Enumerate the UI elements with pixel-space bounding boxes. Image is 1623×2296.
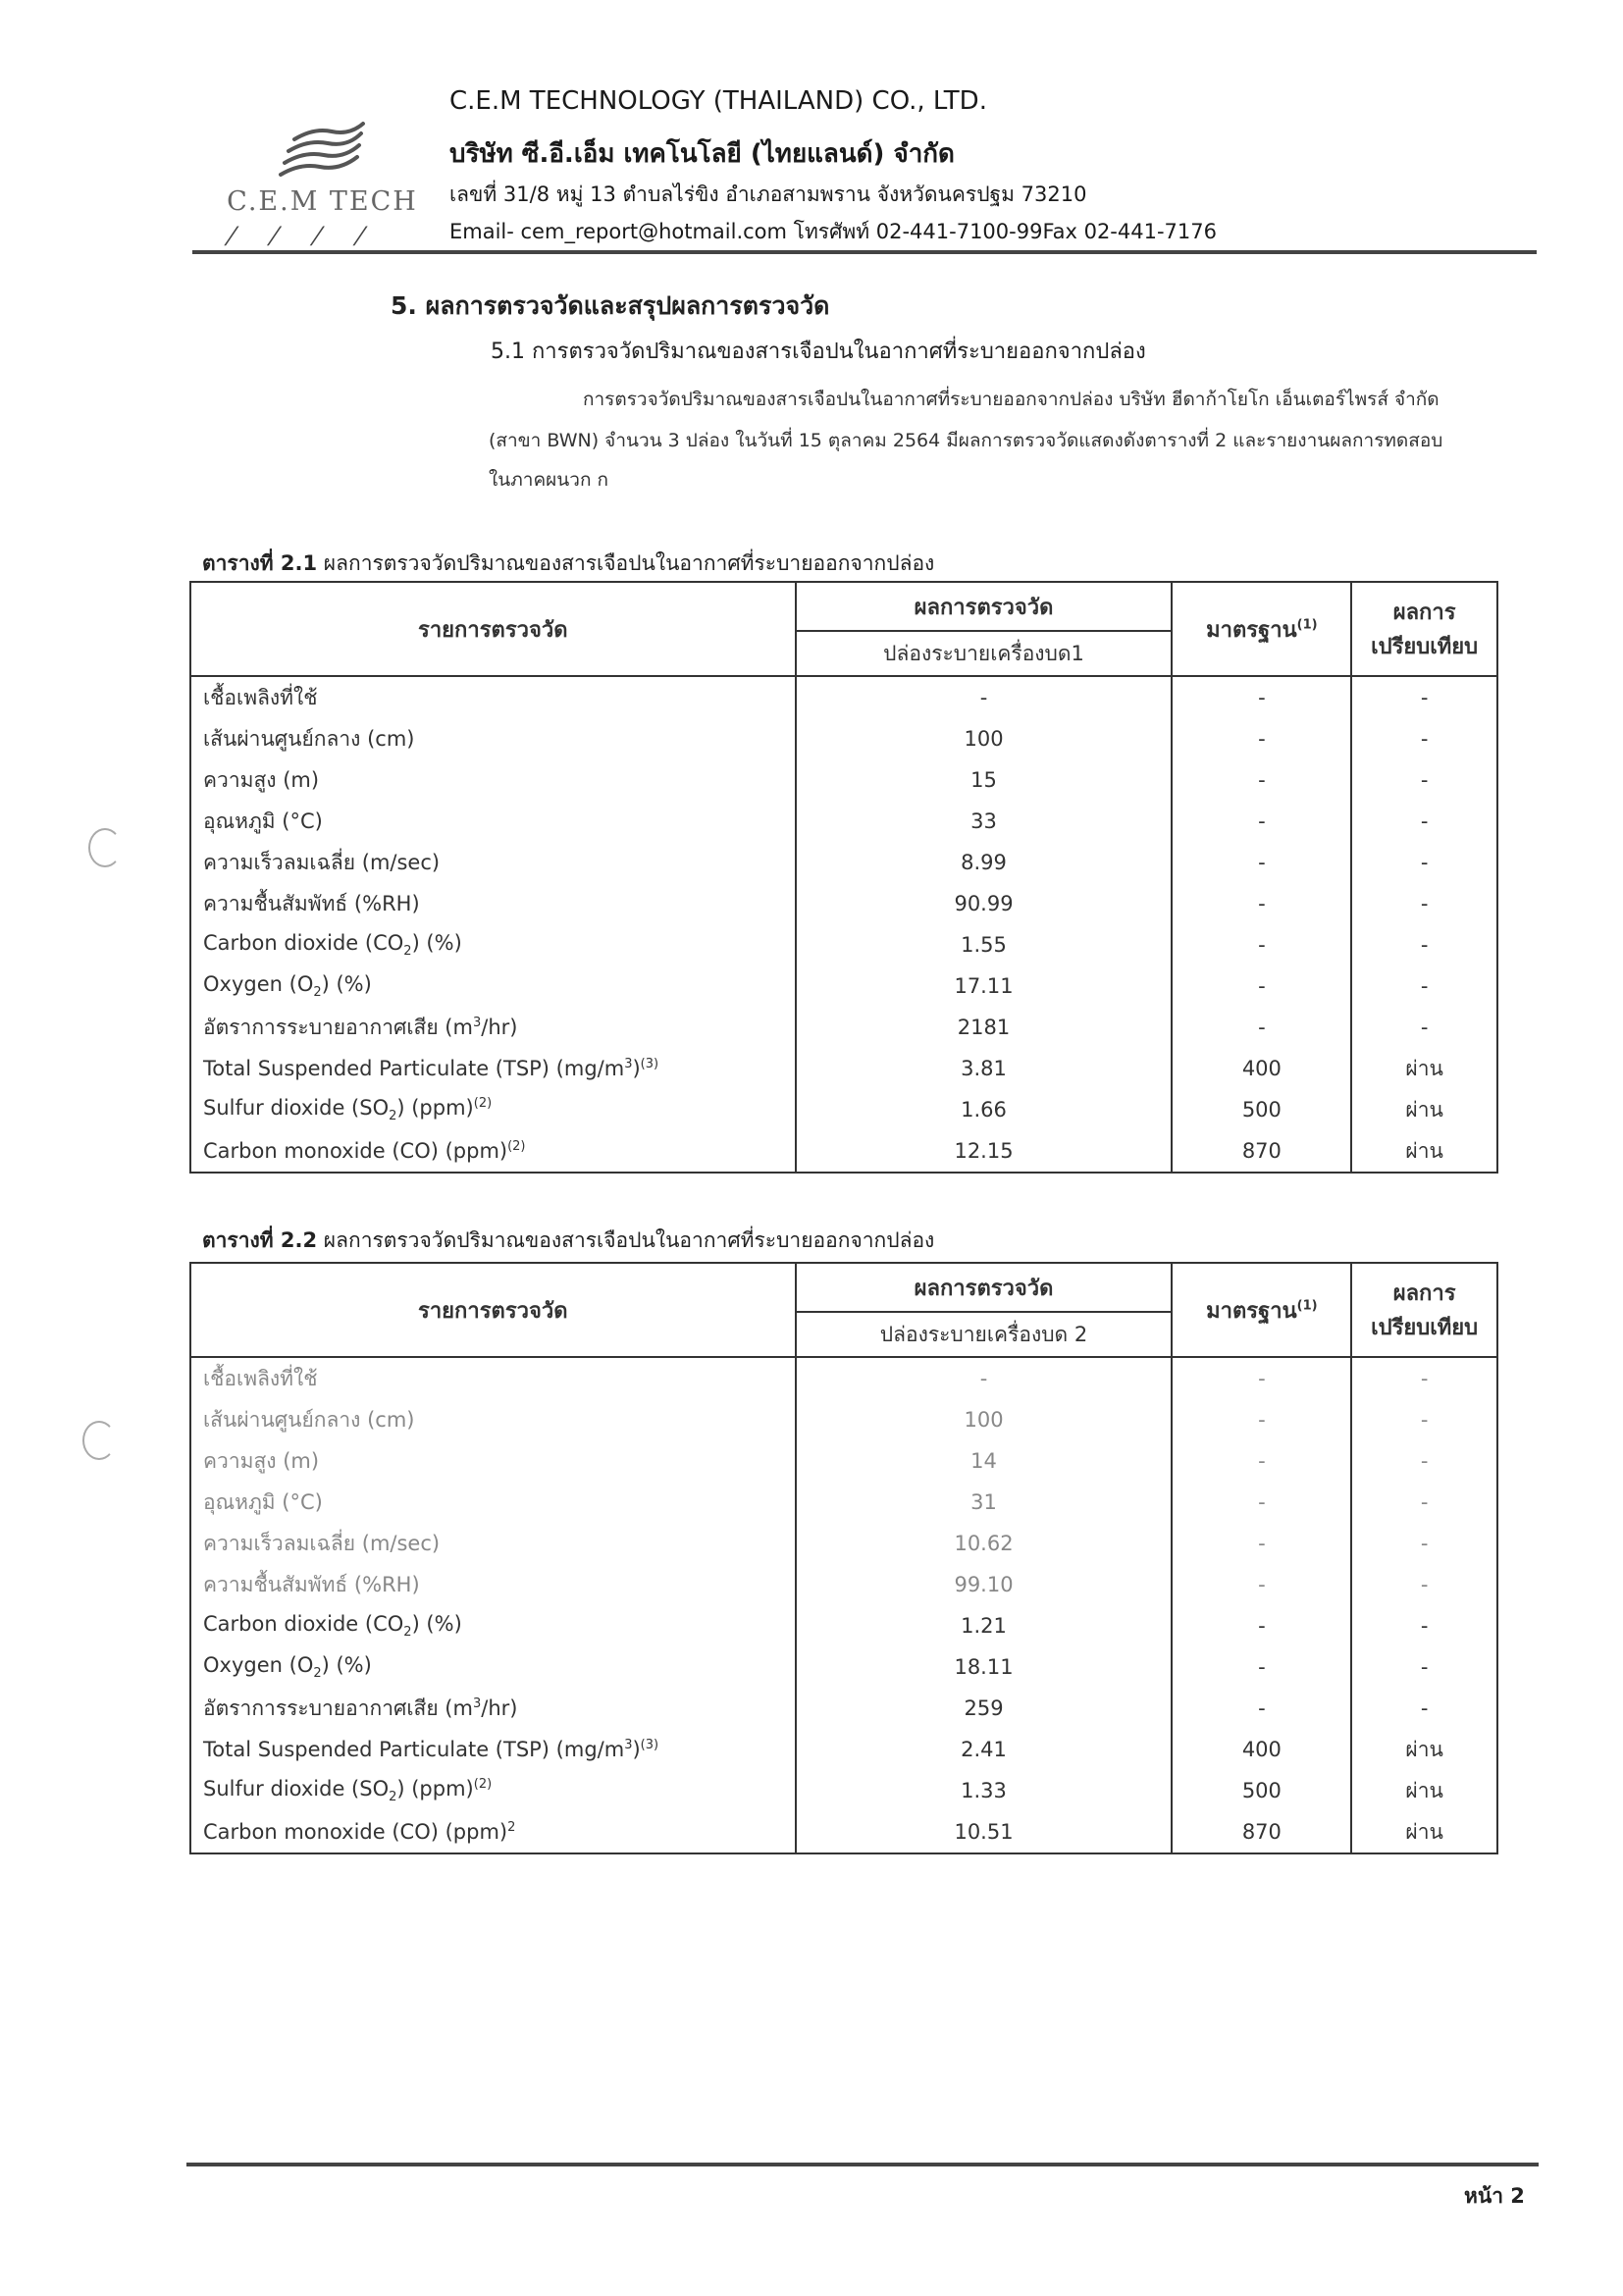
row-value: 3.81 — [796, 1048, 1173, 1089]
row-item-text: ความเร็วลมเฉลี่ย (m/sec) — [203, 1531, 441, 1555]
row-item-name — [190, 1729, 796, 1770]
row-item-name — [190, 1130, 796, 1173]
row-value: 1.66 — [796, 1089, 1173, 1130]
header-compare — [1351, 582, 1497, 676]
table-row — [190, 1357, 1497, 1399]
row-standard: 400 — [1172, 1048, 1351, 1089]
row-value: 1.21 — [796, 1605, 1173, 1646]
row-item-text: Oxygen (O — [203, 971, 314, 996]
row-item-name — [190, 1089, 796, 1130]
paragraph-line: ในภาคผนวก ก — [489, 469, 609, 491]
row-item-subscript: 2 — [403, 944, 412, 960]
row-item-name — [190, 842, 796, 883]
row-value: - — [796, 1357, 1173, 1399]
table-row — [190, 1007, 1497, 1048]
row-item-text: ความสูง (m) — [203, 767, 320, 792]
row-result: - — [1351, 1007, 1497, 1048]
row-item-superscript: 3 — [472, 1696, 482, 1711]
row-item-name — [190, 924, 796, 965]
table-caption-text: ผลการตรวจวัดปริมาณของสารเจือปนในอากาศที่ระบายออกจากปล่อง — [317, 1228, 935, 1252]
row-item-text-end: ) (%) — [321, 971, 372, 996]
header-result: ผลการตรวจวัด — [796, 1263, 1173, 1312]
row-result: ผ่าน — [1351, 1770, 1497, 1811]
row-item-text: Carbon monoxide (CO) (ppm) — [203, 1139, 508, 1163]
table-caption — [202, 548, 934, 580]
row-item-text: เส้นผ่านศูนย์กลาง (cm) — [203, 726, 415, 751]
row-item-name — [190, 1646, 796, 1688]
row-standard: - — [1172, 1440, 1351, 1482]
row-standard: - — [1172, 1399, 1351, 1440]
row-item-text: อัตราการระบายอากาศเสีย (m — [203, 1015, 473, 1039]
logo-text: C.E.M TECH — [227, 186, 418, 217]
row-item-name — [190, 1564, 796, 1605]
row-standard: - — [1172, 676, 1351, 718]
row-standard: - — [1172, 883, 1351, 924]
row-item-subscript: 2 — [313, 985, 322, 1001]
table-row — [190, 1482, 1497, 1523]
row-item-text: อุณหภูมิ (°C) — [203, 809, 323, 833]
row-result: - — [1351, 718, 1497, 759]
table-row — [190, 759, 1497, 801]
row-item-text-end: ) (%) — [411, 930, 462, 955]
row-item-text: Sulfur dioxide (SO — [203, 1095, 390, 1120]
header-standard-note: (1) — [1296, 617, 1318, 633]
row-value: 99.10 — [796, 1564, 1173, 1605]
row-item-text-end: ) (%) — [411, 1611, 462, 1636]
header-standard-note: (1) — [1296, 1298, 1318, 1314]
row-result: - — [1351, 676, 1497, 718]
row-item-subscript: 2 — [389, 1109, 397, 1124]
row-item-text: Carbon dioxide (CO — [203, 930, 404, 955]
row-item-note: (3) — [640, 1738, 659, 1752]
row-result: - — [1351, 1523, 1497, 1564]
row-result: - — [1351, 1605, 1497, 1646]
row-standard: 500 — [1172, 1770, 1351, 1811]
table-row — [190, 1688, 1497, 1729]
company-address: เลขที่ 31/8 หมู่ 13 ตำบลไร่ขิง อำเภอสามพราน จังหวัดนครปฐม 73210 — [449, 183, 1087, 206]
row-value: 100 — [796, 1399, 1173, 1440]
row-item-name — [190, 883, 796, 924]
row-item-name — [190, 1440, 796, 1482]
subsection-title: 5.1 การตรวจวัดปริมาณของสารเจือปนในอากาศที่ระบายออกจากปล่อง — [491, 339, 1146, 364]
row-item-text: ความชื้นสัมพัทธ์ (%RH) — [203, 1572, 420, 1596]
row-standard: - — [1172, 1482, 1351, 1523]
row-item-name — [190, 801, 796, 842]
row-value: 2181 — [796, 1007, 1173, 1048]
row-item-name — [190, 759, 796, 801]
punch-hole-mark — [82, 1421, 116, 1460]
company-contact: Email- cem_report@hotmail.com โทรศัพท์ 02-441-7100-99Fax 02-441-7176 — [449, 220, 1217, 243]
header-standard — [1172, 582, 1351, 676]
row-item-text: เชื้อเพลิงที่ใช้ — [203, 685, 318, 709]
row-item-text-end: ) (ppm) — [396, 1776, 474, 1800]
row-item-subscript: 2 — [313, 1666, 322, 1682]
header-compare-line2: เปรียบเทียบ — [1371, 635, 1479, 659]
row-standard: - — [1172, 1564, 1351, 1605]
row-item-name — [190, 718, 796, 759]
row-standard: 500 — [1172, 1089, 1351, 1130]
logo-dashes: / / / / — [222, 222, 384, 249]
page-number: หน้า 2 — [1464, 2184, 1525, 2208]
table-row — [190, 1811, 1497, 1853]
row-result: - — [1351, 759, 1497, 801]
row-item-text-end: ) — [632, 1738, 641, 1761]
table-row — [190, 801, 1497, 842]
row-item-text: ความชื้นสัมพัทธ์ (%RH) — [203, 891, 420, 915]
row-value: 259 — [796, 1688, 1173, 1729]
row-standard: - — [1172, 1646, 1351, 1688]
row-value: 18.11 — [796, 1646, 1173, 1688]
row-result: - — [1351, 1440, 1497, 1482]
row-value: 17.11 — [796, 965, 1173, 1007]
row-item-name — [190, 1811, 796, 1853]
table-row — [190, 1729, 1497, 1770]
row-item-text: Total Suspended Particulate (TSP) (mg/m — [203, 1057, 625, 1080]
row-item-text: Sulfur dioxide (SO — [203, 1776, 390, 1800]
row-standard: - — [1172, 759, 1351, 801]
table-row — [190, 1089, 1497, 1130]
table-row — [190, 965, 1497, 1007]
table-row — [190, 1770, 1497, 1811]
table-row — [190, 1564, 1497, 1605]
row-item-text-end: /hr) — [481, 1015, 518, 1039]
company-name-th: บริษัท ซี.อี.เอ็ม เทคโนโลยี (ไทยแลนด์) จำกัด — [449, 139, 955, 169]
table-row — [190, 924, 1497, 965]
row-item-name — [190, 676, 796, 718]
table-row — [190, 1605, 1497, 1646]
row-item-text: ความเร็วลมเฉลี่ย (m/sec) — [203, 850, 441, 874]
row-item-name — [190, 1048, 796, 1089]
row-item-text: เชื้อเพลิงที่ใช้ — [203, 1366, 318, 1390]
row-result: ผ่าน — [1351, 1130, 1497, 1173]
footer-divider — [186, 2163, 1539, 2166]
row-item-note: 2 — [507, 1820, 516, 1835]
row-result: ผ่าน — [1351, 1048, 1497, 1089]
row-standard: 870 — [1172, 1130, 1351, 1173]
header-compare — [1351, 1263, 1497, 1357]
row-item-text-end: /hr) — [481, 1696, 518, 1720]
header-compare-line2: เปรียบเทียบ — [1371, 1316, 1479, 1340]
row-item-text: เส้นผ่านศูนย์กลาง (cm) — [203, 1407, 415, 1432]
row-item-name — [190, 1357, 796, 1399]
row-item-note: (2) — [473, 1776, 493, 1792]
header-item: รายการตรวจวัด — [190, 582, 796, 676]
header-item: รายการตรวจวัด — [190, 1263, 796, 1357]
row-standard: - — [1172, 1357, 1351, 1399]
row-value: 14 — [796, 1440, 1173, 1482]
row-value: 12.15 — [796, 1130, 1173, 1173]
row-result: - — [1351, 924, 1497, 965]
row-item-name — [190, 965, 796, 1007]
row-result: - — [1351, 965, 1497, 1007]
row-item-text: Total Suspended Particulate (TSP) (mg/m — [203, 1738, 625, 1761]
row-item-text: Carbon dioxide (CO — [203, 1611, 404, 1636]
header-divider — [192, 250, 1537, 254]
header-stack: ปล่องระบายเครื่องบด1 — [796, 631, 1173, 676]
row-item-subscript: 2 — [389, 1790, 397, 1805]
row-result: - — [1351, 842, 1497, 883]
row-standard: - — [1172, 1688, 1351, 1729]
row-item-text: Carbon monoxide (CO) (ppm) — [203, 1820, 508, 1844]
results-table-1 — [189, 581, 1498, 1174]
row-standard: - — [1172, 718, 1351, 759]
row-item-name — [190, 1770, 796, 1811]
table-caption-text: ผลการตรวจวัดปริมาณของสารเจือปนในอากาศที่ระบายออกจากปล่อง — [317, 551, 935, 575]
header-compare-line1: ผลการ — [1392, 600, 1456, 625]
row-value: 10.62 — [796, 1523, 1173, 1564]
row-value: 10.51 — [796, 1811, 1173, 1853]
table-row — [190, 1048, 1497, 1089]
header-stack: ปล่องระบายเครื่องบด 2 — [796, 1312, 1173, 1357]
row-value: 100 — [796, 718, 1173, 759]
table-row — [190, 1646, 1497, 1688]
row-item-name — [190, 1482, 796, 1523]
row-item-text: อุณหภูมิ (°C) — [203, 1489, 323, 1514]
header-standard-label: มาตรฐาน — [1206, 617, 1297, 643]
row-value: 1.55 — [796, 924, 1173, 965]
row-item-subscript: 2 — [403, 1625, 412, 1641]
row-item-name — [190, 1007, 796, 1048]
row-value: 15 — [796, 759, 1173, 801]
row-item-name — [190, 1523, 796, 1564]
row-item-note: (2) — [507, 1139, 526, 1154]
row-standard: - — [1172, 1605, 1351, 1646]
section-title: 5. ผลการตรวจวัดและสรุปผลการตรวจวัด — [391, 291, 830, 320]
row-value: 2.41 — [796, 1729, 1173, 1770]
row-value: - — [796, 676, 1173, 718]
row-result: - — [1351, 1482, 1497, 1523]
row-result: - — [1351, 1357, 1497, 1399]
table-row — [190, 883, 1497, 924]
table-row — [190, 1523, 1497, 1564]
table-row — [190, 842, 1497, 883]
paragraph-line: (สาขา BWN) จำนวน 3 ปล่อง ในวันที่ 15 ตุลาคม 2564 มีผลการตรวจวัดแสดงดังตารางที่ 2 และรายงานผลการทดสอบ — [489, 430, 1443, 451]
table-caption-label: ตารางที่ 2.2 — [202, 1228, 318, 1252]
row-standard: - — [1172, 801, 1351, 842]
table-row — [190, 1130, 1497, 1173]
row-value: 1.33 — [796, 1770, 1173, 1811]
header-compare-line1: ผลการ — [1392, 1281, 1456, 1306]
row-result: - — [1351, 1688, 1497, 1729]
row-item-name — [190, 1688, 796, 1729]
punch-hole-mark — [88, 828, 122, 867]
row-result: - — [1351, 801, 1497, 842]
paragraph-line: การตรวจวัดปริมาณของสารเจือปนในอากาศที่ระบายออกจากปล่อง บริษัท ฮีดาก้าโยโก เอ็นเตอร์ไพรส์ จำกัด — [583, 389, 1440, 410]
header-standard-label: มาตรฐาน — [1206, 1298, 1297, 1324]
row-item-text: ความสูง (m) — [203, 1448, 320, 1473]
row-result: ผ่าน — [1351, 1089, 1497, 1130]
row-value: 33 — [796, 801, 1173, 842]
row-item-text-end: ) — [632, 1057, 641, 1080]
row-item-note: (3) — [640, 1057, 659, 1071]
results-table-2 — [189, 1262, 1498, 1854]
table-caption-label: ตารางที่ 2.1 — [202, 551, 318, 575]
row-value: 31 — [796, 1482, 1173, 1523]
row-result: - — [1351, 1564, 1497, 1605]
row-standard: - — [1172, 924, 1351, 965]
row-standard: - — [1172, 1007, 1351, 1048]
company-logo — [222, 116, 423, 249]
row-standard: 870 — [1172, 1811, 1351, 1853]
row-item-text-end: ) (ppm) — [396, 1095, 474, 1120]
row-result: - — [1351, 883, 1497, 924]
row-standard: - — [1172, 842, 1351, 883]
wave-logo-icon — [271, 116, 369, 184]
table-row — [190, 718, 1497, 759]
row-value: 90.99 — [796, 883, 1173, 924]
company-name-en: C.E.M TECHNOLOGY (THAILAND) CO., LTD. — [449, 86, 987, 116]
row-value: 8.99 — [796, 842, 1173, 883]
row-result: ผ่าน — [1351, 1811, 1497, 1853]
row-item-name — [190, 1605, 796, 1646]
row-standard: - — [1172, 965, 1351, 1007]
table-row — [190, 1440, 1497, 1482]
header-result: ผลการตรวจวัด — [796, 582, 1173, 631]
row-item-text-end: ) (%) — [321, 1652, 372, 1677]
table-row — [190, 1399, 1497, 1440]
row-item-superscript: 3 — [624, 1738, 633, 1752]
row-standard: 400 — [1172, 1729, 1351, 1770]
header-standard — [1172, 1263, 1351, 1357]
table-row — [190, 676, 1497, 718]
row-item-superscript: 3 — [624, 1057, 633, 1071]
row-result: - — [1351, 1646, 1497, 1688]
row-item-text: Oxygen (O — [203, 1652, 314, 1677]
row-item-note: (2) — [473, 1095, 493, 1111]
row-item-text: อัตราการระบายอากาศเสีย (m — [203, 1696, 473, 1720]
row-standard: - — [1172, 1523, 1351, 1564]
row-result: - — [1351, 1399, 1497, 1440]
row-item-name — [190, 1399, 796, 1440]
row-result: ผ่าน — [1351, 1729, 1497, 1770]
table-caption — [202, 1225, 934, 1257]
row-item-superscript: 3 — [472, 1015, 482, 1030]
